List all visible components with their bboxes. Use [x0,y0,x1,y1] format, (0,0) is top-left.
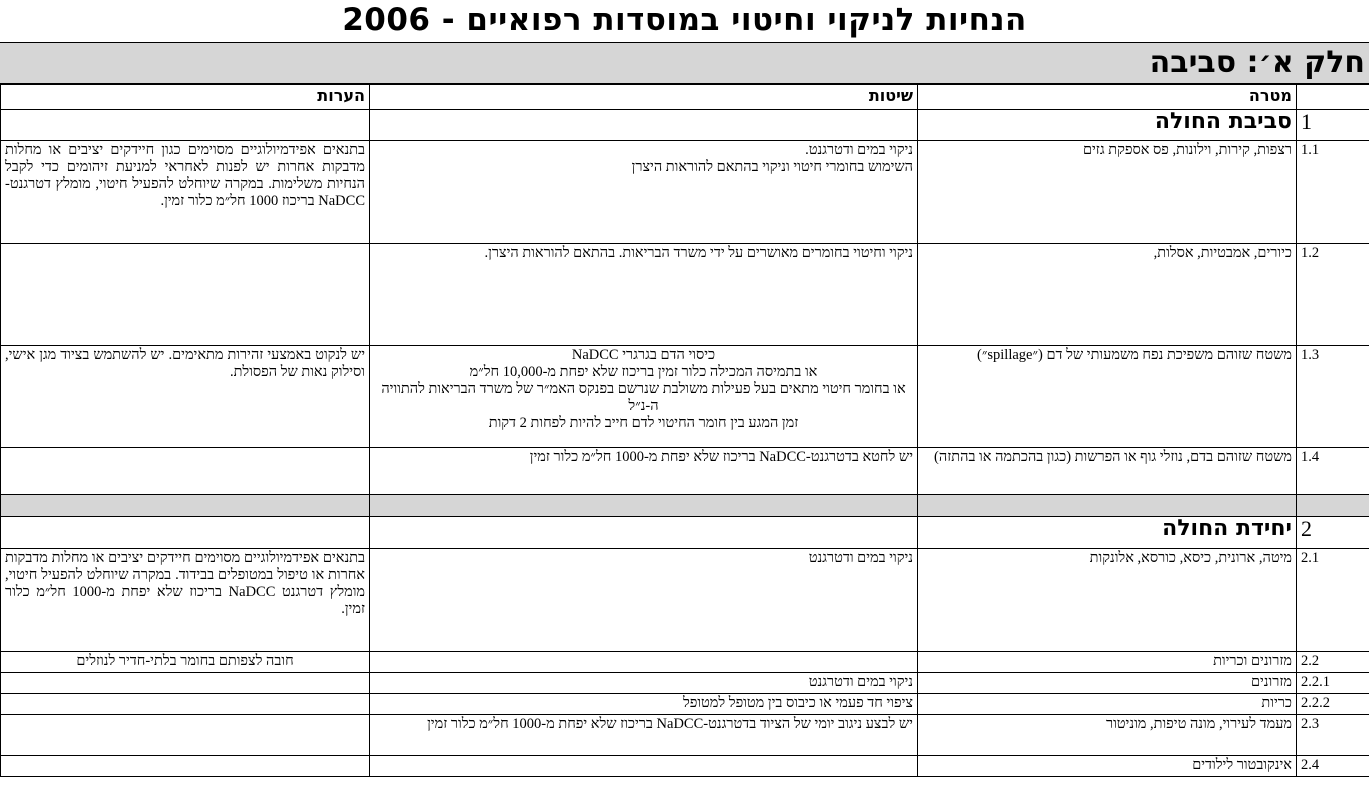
goal-cell: כיורים, אמבטיות, אסלות, [918,244,1297,346]
row-number: 1.1 [1297,141,1369,244]
group-row [1,517,1369,549]
methods-cell: ניקוי במים ודטרגנט [370,549,918,652]
goal-cell: מיטה, ארונית, כיסא, כורסא, אלונקות [918,549,1297,652]
notes-cell [1,715,370,756]
section-header-bar [0,42,1369,84]
header-notes: הערות [1,85,370,110]
row-number: 1.2 [1297,244,1369,346]
row-number: 2.1 [1297,549,1369,652]
header-methods: שיטות [370,85,918,110]
empty-cell [370,110,918,141]
empty-cell [918,495,1297,517]
goal-cell: משטח שזוהם משפיכת נפח משמעותי של דם (״spillage״) [918,346,1297,448]
separator-row [1,495,1369,517]
methods-cell: יש לחטא בדטרגנט-NaDCC בריכוז שלא יפחת מ-1000 חל״מ כלור זמין [370,448,918,495]
table-row [1,694,1369,715]
table-row [1,673,1369,694]
empty-cell [1,110,370,141]
header-num-cell [1297,85,1369,110]
notes-cell [1,448,370,495]
group-row [1,110,1369,141]
row-number: 2.2.1 [1297,673,1369,694]
row-number: 1.3 [1297,346,1369,448]
table-row [1,715,1369,756]
header-goal: מטרה [918,85,1297,110]
notes-cell [1,244,370,346]
row-number: 2.3 [1297,715,1369,756]
goal-cell: מזרונים וכריות [918,652,1297,673]
goal-cell: אינקובטור לילודים [918,756,1297,777]
goal-cell: מזרונים [918,673,1297,694]
methods-cell: ניקוי וחיטוי בחומרים מאושרים על ידי משרד הבריאות. בהתאם להוראות היצרן. [370,244,918,346]
goal-cell: משטח שזוהם בדם, נוזלי גוף או הפרשות (כגון בהכתמה או בהתזה) [918,448,1297,495]
notes-cell: בתנאים אפידמיולוגיים מסוימים חיידקים יציבים או מחלות מדבקות אחרות או טיפול במטופלים בבידוד. במקרה שיוחלט להפעיל חיטוי, מומלץ דטרגנט NaDCC בריכוז שלא יפחת מ-1000 חל״מ כלור זמין. [1,549,370,652]
empty-cell [1,495,370,517]
methods-cell: ציפוי חד פעמי או כיבוס בין מטופל למטופל [370,694,918,715]
group-number: 2 [1297,517,1369,549]
methods-cell: ניקוי במים ודטרגנט. השימוש בחומרי חיטוי וניקוי בהתאם להוראות היצרן [370,141,918,244]
notes-cell [1,756,370,777]
notes-cell: חובה לצפותם בחומר בלתי-חדיר לנוזלים [1,652,370,673]
section-title: חלק א׳: סביבה [1149,45,1365,80]
table-row [1,549,1369,652]
guidelines-table [0,84,1369,777]
goal-cell: כריות [918,694,1297,715]
table-row [1,756,1369,777]
notes-cell [1,673,370,694]
group-title: סביבת החולה [918,110,1297,141]
document-title: הנחיות לניקוי וחיטוי במוסדות רפואיים - 2006 [342,2,1027,38]
notes-cell [1,694,370,715]
methods-cell: כיסוי הדם בגרגרי NaDCC או בתמיסה המכילה כלור זמין בריכוז שלא יפחת מ-10,000 חל״מ או בחומר חיטוי מתאים בעל פעילות משולבת שנרשם בפנקס האמ״ר של משרד הבריאות להתוויה ה-נ״ל זמן המגע בין חומר החיטוי לדם חייב להיות לפחות 2 דקות [370,346,918,448]
group-number: 1 [1297,110,1369,141]
methods-cell [370,652,918,673]
table-row [1,346,1369,448]
table-row [1,652,1369,673]
empty-cell [1,517,370,549]
row-number: 1.4 [1297,448,1369,495]
header-row [1,85,1369,110]
empty-cell [370,495,918,517]
goal-cell: רצפות, קירות, וילונות, פס אספקת גזים [918,141,1297,244]
table-row [1,448,1369,495]
goal-cell: מעמד לעירוי, מונה טיפות, מוניטור [918,715,1297,756]
table-row [1,244,1369,346]
methods-cell [370,756,918,777]
methods-cell: ניקוי במים ודטרגנט [370,673,918,694]
empty-cell [370,517,918,549]
row-number: 2.2.2 [1297,694,1369,715]
table-row [1,141,1369,244]
empty-cell [1297,495,1369,517]
notes-cell: בתנאים אפידמיולוגיים מסוימים כגון חיידקים יציבים או מחלות מדבקות אחרות יש לפנות לאחראי למניעת זיהומים כדי לקבל הנחיות משלימות. במקרה שיוחלט להפעיל חיטוי, מומלץ דטרגנט-NaDCC בריכוז 1000 חל״מ כלור זמין. [1,141,370,244]
row-number: 2.4 [1297,756,1369,777]
row-number: 2.2 [1297,652,1369,673]
notes-cell: יש לנקוט באמצעי זהירות מתאימים. יש להשתמש בציוד מגן אישי, וסילוק נאות של הפסולת. [1,346,370,448]
group-title: יחידת החולה [918,517,1297,549]
methods-cell: יש לבצע ניגוב יומי של הציוד בדטרגנט-NaDCC בריכוז שלא יפחת מ-1000 חל״מ כלור זמין [370,715,918,756]
